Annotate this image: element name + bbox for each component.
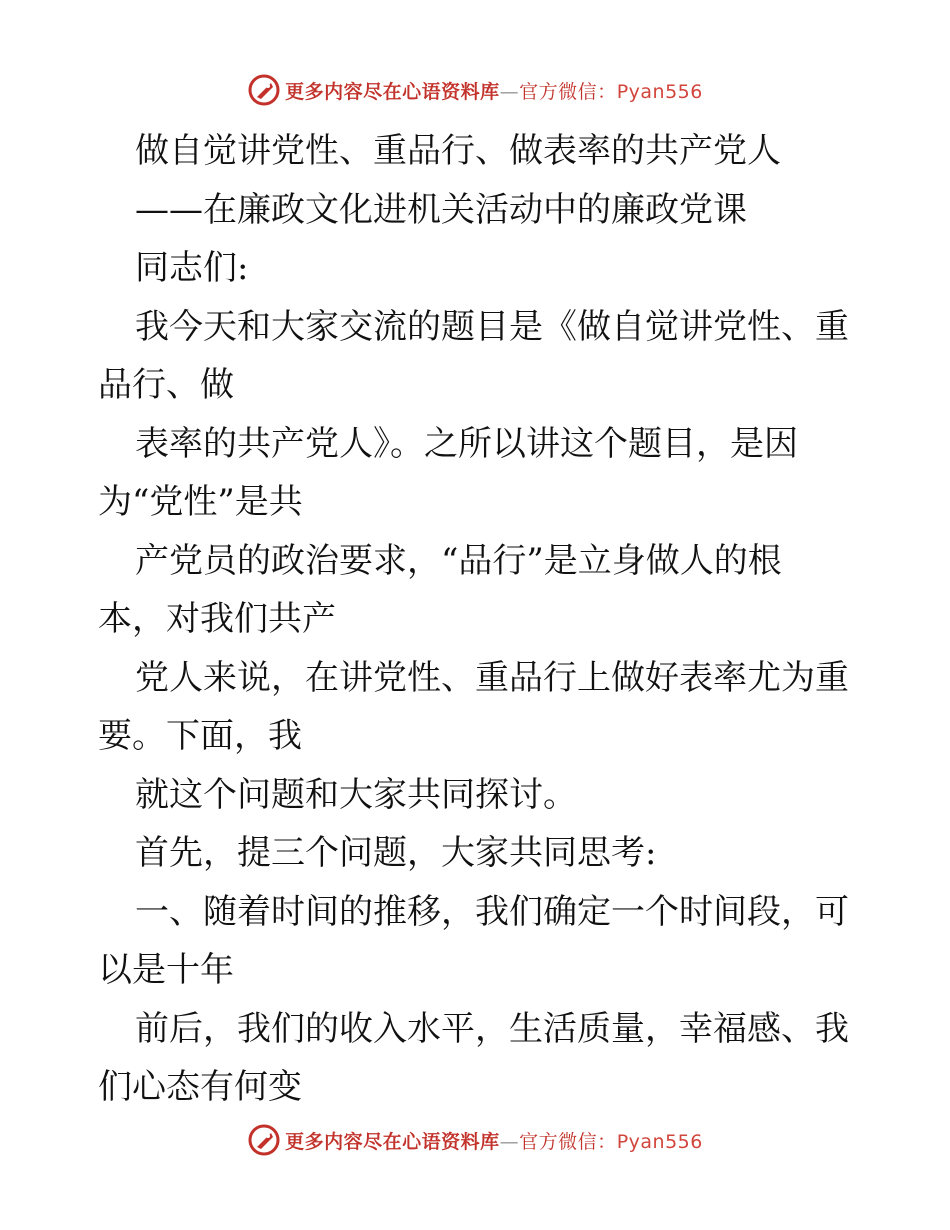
banner-left-text: 更多内容尽在心语资料库 (285, 80, 500, 103)
document-line: 党人来说，在讲党性、重品行上做好表率尤为重 (135, 657, 849, 698)
banner-wechat-id: Pyan556 (616, 1130, 703, 1153)
banner-left-text: 更多内容尽在心语资料库 (285, 1130, 500, 1153)
document-line: ——在廉政文化进机关活动中的廉政党课 (135, 189, 747, 230)
document-line: 产党员的政治要求，“品行”是立身做人的根 (135, 540, 782, 581)
document-line: 我今天和大家交流的题目是《做自觉讲党性、重 (135, 306, 849, 347)
header-banner (0, 70, 950, 110)
document-line: 一、随着时间的推移，我们确定一个时间段，可 (135, 891, 849, 932)
document-line: 要。下面，我 (98, 716, 302, 756)
pen-nib-logo-icon (247, 1123, 281, 1157)
banner-dash: — (499, 80, 520, 103)
document-body (98, 122, 858, 1117)
banner-text (285, 77, 703, 104)
document-line: 同志们: (135, 248, 249, 288)
pen-nib-logo-icon (247, 73, 281, 107)
document-line: 做自觉讲党性、重品行、做表率的共产党人 (135, 131, 781, 171)
document-line: 表率的共产党人》。之所以讲这个题目，是因 (135, 423, 798, 464)
document-line: 以是十年 (98, 950, 234, 990)
document-line: 本，对我们共产 (98, 599, 336, 639)
banner-dash: — (499, 1130, 520, 1153)
document-line: 们心态有何变 (98, 1067, 302, 1107)
banner-wechat-label: 官方微信： (519, 80, 617, 103)
document-line: 为“党性”是共 (98, 482, 303, 522)
document-line: 前后，我们的收入水平，生活质量，幸福感、我 (135, 1008, 849, 1049)
banner-wechat-id: Pyan556 (616, 80, 703, 103)
banner-text (285, 1127, 703, 1154)
footer-banner (0, 1120, 950, 1160)
document-line: 就这个问题和大家共同探讨。 (135, 774, 577, 815)
document-line: 首先，提三个问题，大家共同思考: (135, 833, 657, 873)
banner-wechat-label: 官方微信： (519, 1130, 617, 1153)
document-line: 品行、做 (98, 365, 234, 405)
